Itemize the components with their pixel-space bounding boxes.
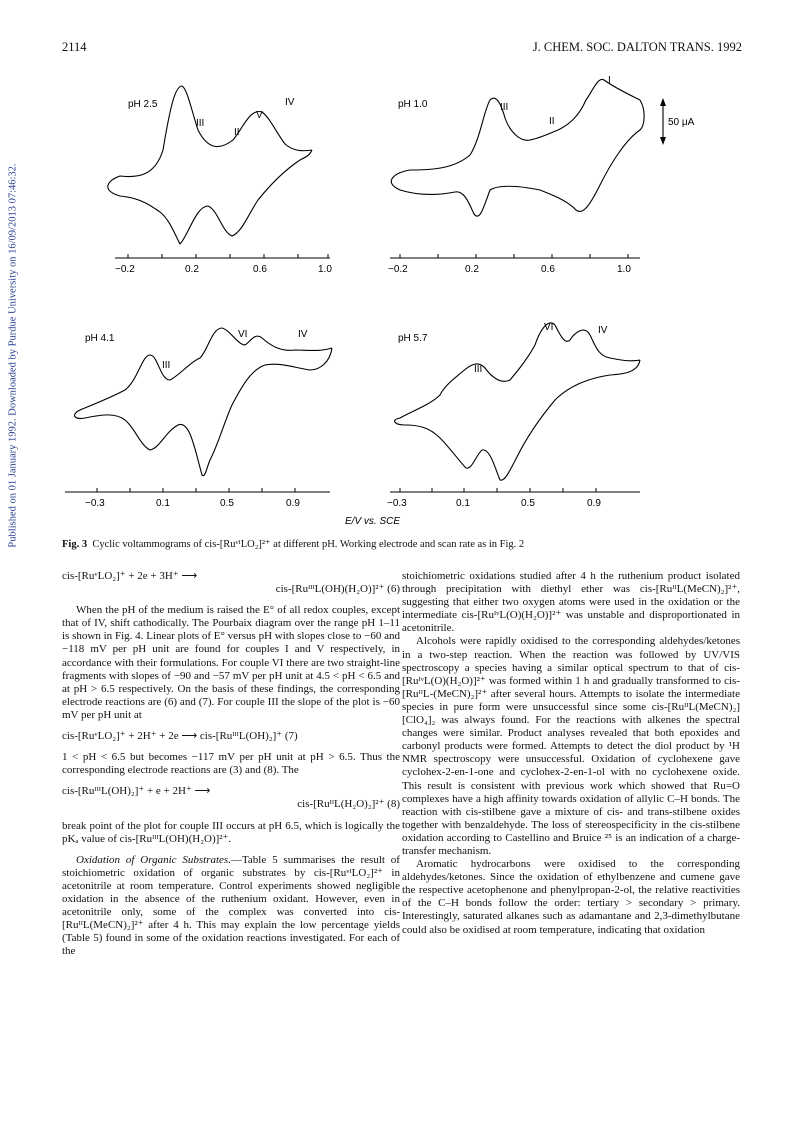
cv-trace-ph41 (75, 328, 332, 476)
svg-text:III: III (474, 364, 483, 375)
paragraph-1: When the pH of the medium is raised the E° of all redox couples, except that of IV, shift cathodically. The Pourbaix diagram over the range pH 1–11 is shown in Fig. 4. Linear plots of E° versus pH with slopes close to −60 and −118 mV per pH unit are found for couples I and V respectively, in accordance with their formulations. For couple VI there are two straight-line fragments with slopes of −90 and −57 mV per pH unit at 4.5 < pH < 6.5 and at pH > 6.5 respectively. On the basis of these findings, the corresponding electrode reactions are (6) and (7). For couple III the slope of the plot is −60 mV per pH unit at (62, 604, 400, 721)
ph-label-3: pH 4.1 (85, 333, 115, 344)
svg-text:0.5: 0.5 (220, 498, 234, 509)
journal-header: J. CHEM. SOC. DALTON TRANS. 1992 (532, 40, 742, 54)
svg-text:0.5: 0.5 (521, 498, 535, 509)
svg-text:0.9: 0.9 (587, 498, 601, 509)
right-column (402, 570, 740, 937)
svg-text:0.1: 0.1 (156, 498, 170, 509)
svg-text:0.6: 0.6 (253, 264, 267, 275)
paragraph-4: Oxidation of Organic Substrates.—Table 5 summarises the result of stoichiometric oxidation of organic substrates by cis-[RuᵛᴵLO₂]²⁺ in acetonitrile at room temperature. Control experiments showed negligible oxidation in the absence of the ruthenium oxidant. However, even in acetonitrile only, some of the complex was converted into cis-[RuᴵᴵL(MeCN)₂]²⁺ after 4 h. This may explain the low percentage yields (Table 5) found in some of the oxidation reactions investigated. For each of the (62, 853, 400, 958)
svg-text:0.2: 0.2 (185, 264, 199, 275)
equation-6-line1: cis-[RuᵛLO₂]⁺ + 2e + 3H⁺ ⟶ (62, 570, 198, 582)
figure-3 (0, 0, 792, 540)
svg-text:IV: IV (598, 325, 608, 336)
svg-text:III: III (500, 102, 509, 113)
cv-trace-ph10 (391, 79, 644, 216)
svg-text:III: III (196, 118, 205, 129)
left-column (62, 570, 400, 958)
equation-7: cis-[RuᵛLO₂]⁺ + 2H⁺ + 2e ⟶ cis-[RuᴵᴵᴵL(OH)₂]⁺ (7) (62, 730, 298, 743)
svg-text:III: III (162, 360, 171, 371)
scale-bar-label: 50 μA (668, 117, 695, 128)
svg-text:V: V (256, 110, 263, 121)
svg-text:−0.3: −0.3 (85, 498, 105, 509)
svg-text:I: I (608, 75, 611, 86)
svg-text:1.0: 1.0 (318, 264, 332, 275)
paragraph-3: break point of the plot for couple III occurs at pH 6.5, which is logically the pKₐ value of cis-[RuᴵᴵᴵL(OH)(H₂O)]²⁺. (62, 819, 400, 845)
svg-text:−0.3: −0.3 (387, 498, 407, 509)
equation-6-line2: cis-[RuᴵᴵᴵL(OH)(H₂O)]²⁺ (6) (275, 583, 400, 596)
svg-text:−0.2: −0.2 (115, 264, 135, 275)
ph-label-4: pH 5.7 (398, 333, 428, 344)
paragraph-r2: Alcohols were rapidly oxidised to the corresponding aldehydes/ketones in a two-step reaction. When the reaction was followed by UV/VIS spectroscopy a species having a similar optical spectrum to that of cis-[RuᴵᵛL(O)(H₂O)]²⁺ was formed within 1 h and gradually transformed to cis-[RuᴵᴵL-(MeCN)₂]²⁺ after several hours. Attempts to isolate the intermediate species in pure form were unsuccessful since some cis-[RuᴵᴵL(MeCN)₂][ClO₄]₂ was always found. For the reactions with alkenes the spectral changes were similar. Product analyses revealed that both epoxides and carbonyl products were formed. Attempts to detect the diol product by ¹H NMR spectroscopy were unsuccessful. Oxidation of cyclohexene gave cyclohex-2-en-1-one and cyclohex-2-en-1-ol with no cyclohexene oxide. This result is consistent with previous work which showed that Ru=O complexes have a high affinity towards oxidation of allylic C–H bonds. The reaction with cis-stilbene gave a mixture of cis- and trans-stilbene oxides together with benzaldehyde. The loss of stereospecificity in the cis-stilbene oxidation according to Castellino and Bruice ²⁵ is an indication of a charge-transfer mechanism. (402, 635, 740, 857)
page-number: 2114 (62, 40, 87, 54)
svg-text:VI: VI (544, 322, 554, 333)
paragraph-r1: stoichiometric oxidations studied after 4 h the ruthenium product isolated through precipitation with diethyl ether was cis-[RuᴵᴵL(MeCN)₂]²⁺, suggesting that either two oxygen atoms were used in the oxidation or the intermediate cis-[RuᴵᵛL(O)(H₂O)]²⁺ was unstable and disproportionated in acetonitrile. (402, 570, 740, 635)
svg-text:IV: IV (285, 97, 295, 108)
ph-label-1: pH 2.5 (128, 99, 158, 110)
svg-text:0.9: 0.9 (286, 498, 300, 509)
paragraph-2: 1 < pH < 6.5 but becomes −117 mV per pH unit at pH > 6.5. Thus the corresponding electrode reactions are (3) and (8). The (62, 751, 400, 777)
x-axis-label: E/V vs. SCE (345, 516, 401, 527)
svg-text:−0.2: −0.2 (388, 264, 408, 275)
sidebar-provenance: Published on 01 January 1992. Downloaded by Purdue University on 16/09/2013 07:46:32. (7, 163, 19, 548)
ph-label-2: pH 1.0 (398, 99, 428, 110)
equation-8-line1: cis-[RuᴵᴵᴵL(OH)₂]⁺ + e + 2H⁺ ⟶ (62, 785, 211, 798)
paragraph-r3: Aromatic hydrocarbons were oxidised to the corresponding aldehydes/ketones. Since the oxidation of ethylbenzene and cumene gave the respective acetophenone and phenylpropan-2-ol, the relative reactivities of the C–H bonds follow the order: tertiary > secondary > primary. Interestingly, saturated alkanes such as adamantane and 2,3-dimethylbutane could also be oxidised at room temperature, indicating that oxidation (402, 858, 740, 936)
svg-text:0.6: 0.6 (541, 264, 555, 275)
svg-text:VI: VI (238, 329, 248, 340)
svg-text:II: II (549, 116, 555, 127)
equation-8-line2: cis-[RuᴵᴵL(H₂O)₂]²⁺ (8) (297, 798, 400, 811)
svg-text:1.0: 1.0 (617, 264, 631, 275)
svg-text:0.2: 0.2 (465, 264, 479, 275)
cv-trace-ph57 (395, 323, 640, 480)
figure-caption: Fig. 3 Cyclic voltammograms of cis-[RuᵛᴵLO₂]²⁺ at different pH. Working electrode and scan rate as in Fig. 2 (62, 539, 525, 550)
svg-text:II: II (234, 127, 240, 138)
svg-text:0.1: 0.1 (456, 498, 470, 509)
svg-text:IV: IV (298, 329, 308, 340)
